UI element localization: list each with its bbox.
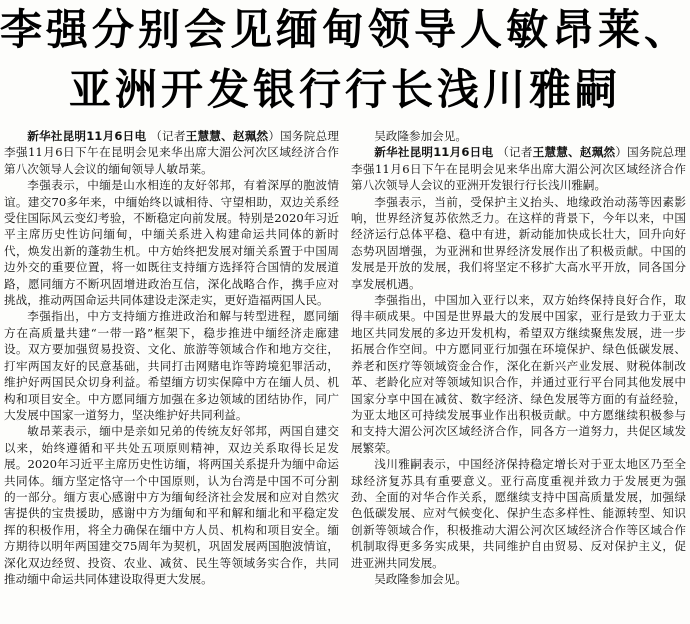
article2-reporter-suffix: ）: [615, 145, 628, 160]
article2-dateline: 新华社昆明11月6日电: [374, 145, 494, 160]
article2-reporter: [497, 145, 627, 159]
article2-paragraph-1: 李强表示，当前，受保护主义抬头、地缘政治动荡等因素影响，世界经济复苏依然乏力。在这样的背景下，今年以来，中国经济运行总体平稳、稳中有进，新动能加快成长壮大，回升向好态势巩固增强，为亚洲和世界经济发展作出了积极贡献。中国的发展是开放的发展，我们将坚定不移扩大高水平开放，同各国分享发展机遇。: [351, 194, 686, 291]
article2-attendance: 吴政隆参加会见。: [374, 571, 467, 586]
article2-paragraph-2: 李强指出，中国加入亚行以来，双方始终保持良好合作，取得丰硕成果。中国是世界最大的发展中国家，亚行是致力于亚太地区共同发展的多边开发机构，希望双方继续聚焦发展，进一步拓展合作空间。中方愿同亚行加强在环境保护、绿色低碳发展、养老和医疗等领域资金合作，深化在新兴产业发展、财税体制改革、老龄化应对等领域知识合作，并通过亚行平台同其他发展中国家分享中国在减贫、数字经济、绿色发展等方面的有益经验，为亚太地区可持续发展事业作出积极贡献。中方愿继续积极参与和支持大湄公河次区域经济合作，同各方一道努力，共促区域发展繁荣。: [351, 293, 686, 455]
article1-reporter-prefix: （记者: [150, 129, 186, 143]
article2-paragraph-3: 浅川雅嗣表示，中国经济保持稳定增长对于亚太地区乃至全球经济复苏具有重要意义。亚行高度重视并致力于发展更为强劲、全面的对华合作关系，愿继续支持中国高质量发展，加强绿色低碳发展、应对气候变化、保护生态多样性、能源转型、知识创新等领域合作，积极推动大湄公河次区域经济合作等区域合作机制取得更多务实成果，共同维护自由贸易、反对保护主义，促进亚洲共同发展。: [351, 457, 686, 570]
article1-reporter-names: 王慧慧、赵珮然: [185, 129, 269, 143]
article1-paragraph-2: 李强指出，中方支持缅方推进政治和解与转型进程，愿同缅方在高质量共建“一带一路”框架下，稳步推进中缅经济走廊建设。双方要加强贸易投资、文化、旅游等领域合作和地方交往，打牢两国友好的民意基础，共同打击网赌电诈等跨境犯罪活动，维护好两国民众切身利益。希望缅方切实保障中方在缅人员、机构和项目安全。中方愿同缅方加强在多边领域的团结协作，同广大发展中国家一道努力，坚决维护好共同利益。: [4, 309, 339, 422]
article2-lead: [351, 144, 686, 193]
article2-reporter-prefix: （记者: [497, 145, 533, 160]
article1-attendance: 吴政隆参加会见。: [374, 129, 467, 143]
headline-line-1: 李强分别会见缅甸领导人敏昂莱、: [0, 5, 690, 54]
left-column: [4, 128, 339, 624]
article-columns: [4, 128, 686, 624]
article1-reporter: [150, 129, 280, 143]
article1-lead-text: 国务院总理李强11月6日下午在昆明会见来华出席大湄公河次区域经济合作第八次领导人会议的缅甸领导人敏昂莱。: [4, 129, 339, 176]
right-column: [351, 128, 686, 624]
article1-reporter-suffix: ）: [268, 129, 281, 143]
headline: [0, 0, 690, 120]
article2-lead-text: 国务院总理李强11月6日下午在昆明会见来华出席大湄公河次区域经济合作第八次领导人会议的亚洲开发银行行长浅川雅嗣。: [351, 145, 686, 193]
headline-line-2: 亚洲开发银行行长浅川雅嗣: [68, 65, 621, 114]
article1-paragraph-3: 敏昂莱表示，缅中是亲如兄弟的传统友好邻邦，两国自建交以来，始终遵循和平共处五项原则精神，双边关系取得长足发展。2020年习近平主席历史性访缅，将两国关系提升为缅中命运共同体。缅方坚定恪守一个中国原则，认为台湾是中国不可分割的一部分。缅方衷心感谢中方为缅甸经济社会发展和应对自然灾害提供的宝贵援助，感谢中方为缅甸和平和解和缅北和平稳定发挥的积极作用，将全力确保在缅中方人员、机构和项目安全。缅方期待以明年两国建交75周年为契机，巩固发展两国胞波情谊，深化双边经贸、投资、农业、减贫、民生等领域务实合作，共同推动缅中命运共同体建设取得更大发展。: [4, 424, 339, 586]
article1-paragraph-1: 李强表示，中缅是山水相连的友好邻邦，有着深厚的胞波情谊。建交70多年来，中缅始终以诚相待、守望相助，双边关系经受住国际风云变幻考验，不断稳定向前发展。特别是2020年习近平主席历史性访问缅甸，中缅关系进入构建命运共同体的新时代，焕发出新的蓬勃生机。中方始终把发展对缅关系置于中国周边外交的重要位置，将一如既往支持缅方选择符合国情的发展道路，愿同缅方不断巩固增进政治互信，深化战略合作，携手应对挑战，推动两国命运共同体建设走深走实，更好造福两国人民。: [4, 178, 339, 308]
article1-dateline: 新华社昆明11月6日电: [27, 129, 147, 143]
article2-reporter-names: 王慧慧、赵珮然: [532, 145, 616, 160]
article1-lead: [4, 128, 339, 177]
